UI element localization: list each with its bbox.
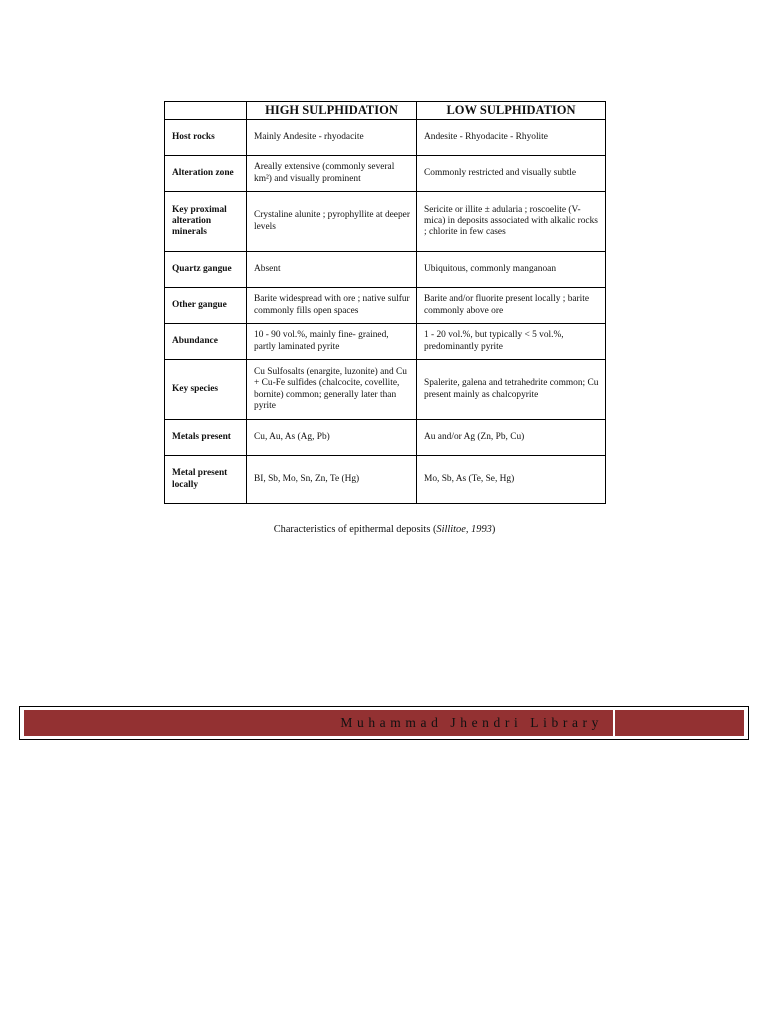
library-name: Muhammad Jhendri Library (340, 715, 603, 730)
caption-citation: Sillitoe, 1993 (436, 524, 492, 535)
high-cell: Absent (247, 252, 417, 288)
low-cell: Andesite - Rhyodacite - Rhyolite (417, 120, 606, 156)
header-blank-cell (165, 102, 247, 120)
low-cell: Barite and/or fluorite present locally ; barite commonly above ore (417, 288, 606, 324)
table-row (165, 192, 606, 252)
caption-text: Characteristics of epithermal deposits ( (273, 524, 437, 535)
table-row (165, 420, 606, 456)
caption-close: ) (491, 524, 496, 535)
row-label: Quartz gangue (165, 252, 247, 288)
row-label: Metals present (165, 420, 247, 456)
high-cell: Cu, Au, As (Ag, Pb) (247, 420, 417, 456)
row-label: Key species (165, 360, 247, 420)
low-cell: Commonly restricted and visually subtle (417, 156, 606, 192)
table-row (165, 120, 606, 156)
table-row (165, 288, 606, 324)
high-cell: Cu Sulfosalts (enargite, luzonite) and Cu + Cu-Fe sulfides (chalcocite, covellite, bornite) common; generally later than pyrite (247, 360, 417, 420)
low-cell: Sericite or illite ± adularia ; roscoelite (V-mica) in deposits associated with alkalic rocks ; chlorite in few cases (417, 192, 606, 252)
row-label: Key proximal alteration minerals (165, 192, 247, 252)
table-row (165, 360, 606, 420)
table-row (165, 456, 606, 504)
high-cell: Mainly Andesite - rhyodacite (247, 120, 417, 156)
high-cell: 10 - 90 vol.%, mainly fine- grained, partly laminated pyrite (247, 324, 417, 360)
epithermal-characteristics-table (164, 101, 606, 504)
footer-band-end (615, 710, 744, 736)
low-cell: 1 - 20 vol.%, but typically < 5 vol.%, predominantly pyrite (417, 324, 606, 360)
footer-banner (19, 706, 749, 740)
low-cell: Mo, Sb, As (Te, Se, Hg) (417, 456, 606, 504)
table-row (165, 324, 606, 360)
table-caption (164, 524, 605, 535)
high-cell: Barite widespread with ore ; native sulfur commonly fills open spaces (247, 288, 417, 324)
row-label: Metal present locally (165, 456, 247, 504)
row-label: Abundance (165, 324, 247, 360)
footer-band-main (24, 710, 614, 736)
row-label: Alteration zone (165, 156, 247, 192)
table-row (165, 156, 606, 192)
table-row (165, 252, 606, 288)
row-label: Other gangue (165, 288, 247, 324)
low-cell: Spalerite, galena and tetrahedrite common; Cu present mainly as chalcopyrite (417, 360, 606, 420)
high-cell: BI, Sb, Mo, Sn, Zn, Te (Hg) (247, 456, 417, 504)
header-high-sulphidation: HIGH SULPHIDATION (247, 102, 417, 120)
low-cell: Au and/or Ag (Zn, Pb, Cu) (417, 420, 606, 456)
row-label: Host rocks (165, 120, 247, 156)
table-header-row (165, 102, 606, 120)
high-cell: Crystaline alunite ; pyrophyllite at deeper levels (247, 192, 417, 252)
header-low-sulphidation: LOW SULPHIDATION (417, 102, 606, 120)
low-cell: Ubiquitous, commonly manganoan (417, 252, 606, 288)
high-cell: Areally extensive (commonly several km²) and visually prominent (247, 156, 417, 192)
